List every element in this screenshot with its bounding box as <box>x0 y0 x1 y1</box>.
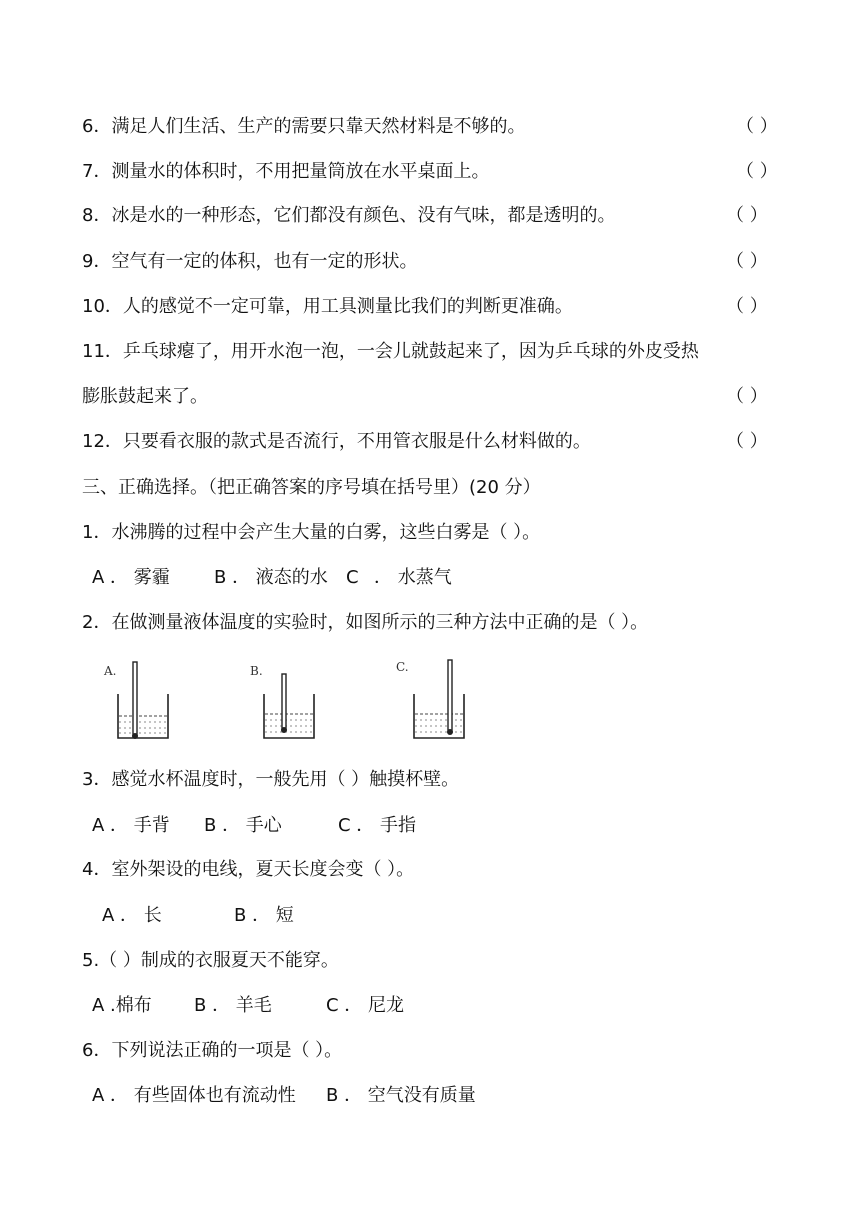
answer-bracket[interactable]: （ ） <box>726 251 768 272</box>
choice-question-3: 3．感觉水杯温度时，一般先用（ ）触摸杯壁。 <box>82 769 460 790</box>
answer-bracket[interactable]: （ ） <box>736 161 778 182</box>
figure-label-a: A. <box>104 664 117 678</box>
option-b[interactable]: B ． 羊毛 <box>194 995 272 1016</box>
question-6: 6．满足人们生活、生产的需要只靠天然材料是不够的。 <box>82 116 526 137</box>
beaker-c-icon <box>396 658 486 744</box>
option-b[interactable]: B ． 手心 <box>204 815 282 836</box>
answer-bracket[interactable]: （ ） <box>726 431 768 452</box>
figure-thermometer-c <box>396 658 486 744</box>
option-c[interactable]: C ． 尼龙 <box>326 995 405 1016</box>
option-c-text[interactable]: ． 水蒸气 <box>374 567 452 588</box>
question-11-continued: 膨胀鼓起来了。 <box>82 386 208 407</box>
answer-bracket[interactable]: （ ） <box>726 386 768 407</box>
figure-label-b: B. <box>250 664 263 678</box>
option-c[interactable]: C ． 手指 <box>338 815 417 836</box>
answer-bracket[interactable]: （ ） <box>726 296 768 317</box>
beaker-b-icon <box>250 658 340 744</box>
answer-bracket[interactable]: （ ） <box>736 116 778 137</box>
answer-bracket[interactable]: （ ） <box>726 205 768 226</box>
section-title: 三、正确选择。（把正确答案的序号填在括号里）(20 分） <box>82 477 541 498</box>
option-a[interactable]: A ． 有些固体也有流动性 <box>92 1085 296 1106</box>
choice-question-1: 1．水沸腾的过程中会产生大量的白雾，这些白雾是（ ）。 <box>82 522 541 543</box>
beaker-a-icon <box>104 658 194 744</box>
choice-question-5: 5.（ ）制成的衣服夏天不能穿。 <box>82 950 339 971</box>
option-b[interactable]: B ． 短 <box>234 905 294 926</box>
option-c-letter[interactable]: C <box>346 567 359 588</box>
choice-question-2: 2．在做测量液体温度的实验时，如图所示的三种方法中正确的是（ ）。 <box>82 612 649 633</box>
option-a[interactable]: A ． 手背 <box>92 815 170 836</box>
option-a[interactable]: A .棉布 <box>92 995 152 1016</box>
figure-label-c: C. <box>396 660 409 674</box>
question-11: 11．乒乓球瘪了，用开水泡一泡，一会儿就鼓起来了，因为乒乓球的外皮受热 <box>82 341 699 362</box>
option-b[interactable]: B ． 空气没有质量 <box>326 1085 476 1106</box>
choice-question-6: 6．下列说法正确的一项是（ ）。 <box>82 1040 343 1061</box>
question-12: 12．只要看衣服的款式是否流行，不用管衣服是什么材料做的。 <box>82 431 591 452</box>
question-8: 8．冰是水的一种形态，它们都没有颜色、没有气味，都是透明的。 <box>82 205 616 226</box>
figure-thermometer-a <box>104 658 194 744</box>
question-7: 7．测量水的体积时，不用把量筒放在水平桌面上。 <box>82 161 490 182</box>
question-9: 9．空气有一定的体积，也有一定的形状。 <box>82 251 418 272</box>
figure-thermometer-b <box>250 658 340 744</box>
option-b[interactable]: B ． 液态的水 <box>214 567 328 588</box>
option-a[interactable]: A ． 雾霾 <box>92 567 170 588</box>
option-a[interactable]: A ． 长 <box>102 905 162 926</box>
choice-question-4: 4．室外架设的电线，夏天长度会变（ ）。 <box>82 859 415 880</box>
question-10: 10．人的感觉不一定可靠，用工具测量比我们的判断更准确。 <box>82 296 573 317</box>
